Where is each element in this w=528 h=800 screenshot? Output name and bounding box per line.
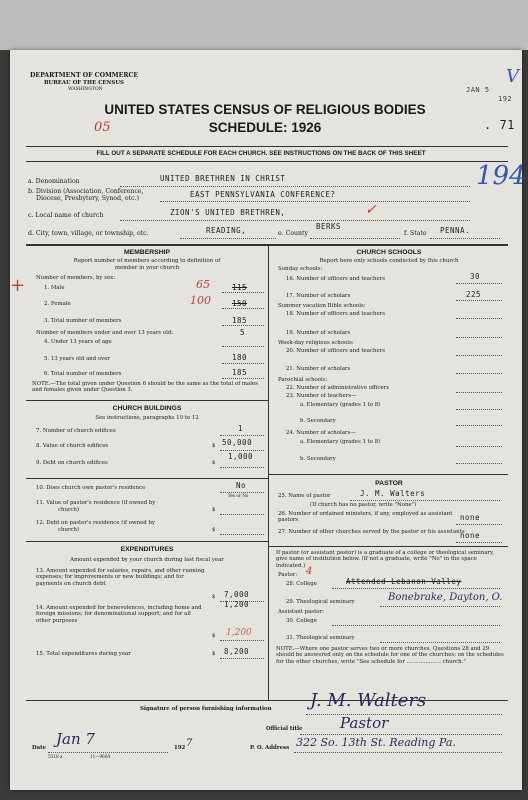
asst-college-line xyxy=(332,625,500,626)
dept-label: DEPARTMENT OF COMMERCE xyxy=(30,72,139,79)
male-hand-value: 65 xyxy=(196,278,210,291)
scholars-elementary-label: a. Elementary (grades 1 to 8) xyxy=(300,439,381,445)
edifice-value-line xyxy=(220,450,264,451)
pastor-name-label: 25. Name of pastor xyxy=(278,493,331,499)
other-churches-label: 27. Number of other churches served by the pastor or his assistants xyxy=(278,529,465,535)
weekday-officers-line xyxy=(456,355,502,356)
benevolences-dollar: $ xyxy=(212,633,216,639)
stamp-date: JAN 5 xyxy=(466,86,490,94)
total-members-2-value: 185 xyxy=(232,368,248,377)
state-value: PENNA. xyxy=(440,226,471,235)
teachers-elementary-label: a. Elementary (grades 1 to 8) xyxy=(300,402,381,408)
date-line xyxy=(48,752,168,753)
city-value: READING, xyxy=(206,226,247,235)
college-label: 28. College xyxy=(286,581,317,587)
pastor-note: NOTE.—Where one pastor serves two or more churches, Questions 28 and 29 should be answered only on the schedule for one of the churches; on the schedules for the other churches, write "See schedule for .................... church." xyxy=(276,646,504,665)
membership-note: NOTE.—The total given under Question 6 should be the same as the total of males and females given under Question 3. xyxy=(32,381,258,394)
date-value: Jan 7 xyxy=(56,730,95,748)
pastor-sub-label: Pastor: xyxy=(278,572,298,578)
instruction-line: FILL OUT A SEPARATE SCHEDULE FOR EACH CHURCH. SEE INSTRUCTIONS ON THE BACK OF THIS SHEET xyxy=(96,150,426,157)
owns-residence-label: 10. Does church own pastor's residence xyxy=(36,485,146,491)
edifice-value-value: 50,000 xyxy=(222,438,253,447)
buildings-heading: CHURCH BUILDINGS xyxy=(112,405,182,412)
signature-line xyxy=(306,714,502,715)
asst-seminary-label: 31. Theological seminary xyxy=(286,635,355,641)
weekday-label: Week-day religious schools: xyxy=(278,340,354,346)
seminary-label: 29. Theological seminary xyxy=(286,599,355,605)
sunday-scholars-label: 17. Number of scholars xyxy=(286,293,351,299)
header-rule-top xyxy=(26,146,508,147)
code-05: 05 xyxy=(94,120,111,135)
edifices-value: 1 xyxy=(238,424,244,433)
edifice-debt-dollar: $ xyxy=(212,460,216,466)
total-members-value: 185 xyxy=(232,316,248,325)
seminary-line xyxy=(380,606,500,607)
other-churches-line xyxy=(456,542,502,543)
members-by-sex-label: Number of members, by sex: xyxy=(36,275,116,281)
signature-value: J. M. Walters xyxy=(310,690,427,711)
check-mark: ✓ xyxy=(365,202,377,218)
graduate-rule xyxy=(268,546,508,547)
assistant-ministers-value: none xyxy=(460,513,481,522)
expenditures-sub: Amount expended by your church during last fiscal year xyxy=(70,557,224,563)
city-label: d. City, town, village, or township, etc. xyxy=(28,230,149,237)
residence-debt-label: 12. Debt on pastor's residence (if owned by xyxy=(36,520,155,526)
county-line xyxy=(310,238,400,239)
male-label: 1. Male xyxy=(44,285,65,291)
total-members-line xyxy=(222,325,264,326)
asst-college-label: 30. College xyxy=(286,618,317,624)
scholars-secondary-line xyxy=(456,463,502,464)
female-value: 150 xyxy=(232,299,248,308)
city-label: WASHINGTON xyxy=(68,87,103,92)
over-13-value: 180 xyxy=(232,353,248,362)
red-plus-mark: + xyxy=(10,275,26,296)
male-line xyxy=(222,292,264,293)
pastor-hand-number: 4 xyxy=(306,566,313,577)
teachers-elementary-line xyxy=(456,409,502,410)
residence-debt-label-2: church) xyxy=(58,527,80,533)
division-line xyxy=(160,201,470,202)
sunday-officers-label: 16. Number of officers and teachers xyxy=(286,276,385,282)
scholars-secondary-label: b. Secondary xyxy=(300,456,336,462)
teachers-label: 23. Number of teachers— xyxy=(286,393,357,399)
year-prefix: 192 xyxy=(174,745,186,751)
city-line xyxy=(180,238,276,239)
schedule-title: SCHEDULE: 1926 xyxy=(208,120,322,135)
summer-officers-label: 18. Number of officers and teachers xyxy=(286,311,385,317)
pastor-name-line xyxy=(350,500,500,501)
asst-seminary-line xyxy=(380,642,500,643)
graduate-note: If pastor (or assistant pastor) is a graduate of a college or theological seminary, give name of institution below. (If not a graduate, write "No" in the space indicated.) xyxy=(276,550,495,569)
form-number-2: 11—9664 xyxy=(90,754,111,759)
seminary-value: Bonebrake, Dayton, O. xyxy=(388,592,503,603)
total-expenditures-label: 15. Total expenditures during year xyxy=(36,651,131,657)
po-address-line xyxy=(294,752,502,753)
bureau-label: BUREAU OF THE CENSUS xyxy=(44,80,124,86)
assistant-ministers-line xyxy=(456,524,502,525)
scholars-elementary-line xyxy=(456,446,502,447)
expenditures-rule xyxy=(26,541,268,542)
teachers-secondary-label: b. Secondary xyxy=(300,418,336,424)
edifices-line xyxy=(220,435,264,436)
scholars-label: 24. Number of scholars— xyxy=(286,430,356,436)
teachers-secondary-line xyxy=(456,425,502,426)
admin-officers-label: 22. Number of administrative officers xyxy=(286,385,390,391)
expenditures-heading: EXPENDITURES xyxy=(120,546,174,553)
corner-mark: V xyxy=(506,66,519,87)
official-title-value: Pastor xyxy=(340,714,389,732)
sunday-label: Sunday schools: xyxy=(278,266,323,272)
residence-value-line xyxy=(220,514,264,515)
benevolences-line xyxy=(220,640,264,641)
official-title-line xyxy=(300,734,502,735)
other-churches-value: none xyxy=(460,531,481,540)
college-line xyxy=(332,588,500,589)
female-line xyxy=(222,308,264,309)
local-name-value: ZION'S UNITED BRETHREN, xyxy=(170,208,286,217)
sunday-officers-line xyxy=(456,283,502,284)
summer-scholars-line xyxy=(456,337,502,338)
scan-background xyxy=(0,0,528,50)
denomination-label: a. Denomination xyxy=(28,178,80,185)
stamp-year: 192 xyxy=(498,95,513,103)
footer-rule xyxy=(26,700,508,701)
form-title: UNITED STATES CENSUS OF RELIGIOUS BODIES xyxy=(104,102,426,117)
residence-debt-dollar: $ xyxy=(212,527,216,533)
over-13-line xyxy=(222,363,264,364)
membership-sub2: member in your church xyxy=(114,265,180,271)
county-value: BERKS xyxy=(316,222,342,231)
total-expenditures-line xyxy=(220,658,264,659)
residence-value-label: 11. Value of pastor's residence (if owned by xyxy=(36,500,156,506)
college-value: Attended Lebanon Valley xyxy=(346,577,462,586)
membership-sub1: Report number of members according to definition of xyxy=(73,258,221,264)
county-label: e. County xyxy=(278,230,309,237)
assistant-ministers-label: 26. Number of ordained ministers, if any, employed as assistant pastors xyxy=(278,511,453,524)
weekday-scholars-line xyxy=(456,373,502,374)
summer-officers-line xyxy=(456,318,502,319)
membership-heading: MEMBERSHIP xyxy=(123,249,171,256)
parochial-label: Parochial schools: xyxy=(278,377,328,383)
column-divider xyxy=(268,244,269,700)
residence-debt-line xyxy=(220,534,264,535)
division-value: EAST PENNSYLVANIA CONFERENCE? xyxy=(190,190,336,199)
total-expenditures-dollar: $ xyxy=(212,651,216,657)
benevolences-label: 14. Amount expended for benevolences, including home and foreign missions; for denominational support; and for all other purposes xyxy=(36,605,202,624)
total-expenditures-value: 8,200 xyxy=(224,647,250,656)
state-label: f. State xyxy=(404,230,427,237)
year-value: 7 xyxy=(186,738,193,749)
edifice-debt-line xyxy=(220,467,264,468)
denomination-line xyxy=(120,186,470,187)
po-address-label: P. O. Address xyxy=(250,745,290,751)
age-intro-value: 5 xyxy=(240,328,246,337)
benevolences-value: 1,200 xyxy=(224,600,250,609)
pastor-rule xyxy=(268,474,508,475)
denomination-value: UNITED BRETHREN IN CHRIST xyxy=(160,174,286,183)
owns-residence-value: No xyxy=(236,481,247,490)
census-schedule-form xyxy=(10,50,526,790)
edifice-debt-value: 1,000 xyxy=(228,452,254,461)
local-name-line xyxy=(120,220,470,221)
edifice-value-label: 8. Value of church edifices xyxy=(36,443,109,449)
sunday-scholars-value: 225 xyxy=(466,290,482,299)
residence-value-label-2: church) xyxy=(58,507,80,513)
weekday-scholars-label: 21. Number of scholars xyxy=(286,366,351,372)
male-value: 115 xyxy=(232,283,248,292)
pastor-name-value: J. M. Walters xyxy=(360,489,426,498)
code-194: 194 xyxy=(476,161,526,191)
total-members-2-label: 6. Total number of members xyxy=(44,371,122,377)
buildings-rule xyxy=(26,400,268,401)
under-13-label: 4. Under 13 years of age xyxy=(44,339,112,345)
schools-heading: CHURCH SCHOOLS xyxy=(356,249,422,256)
running-expenses-dollar: $ xyxy=(212,594,216,600)
sunday-officers-value: 30 xyxy=(470,272,481,281)
total-members-2-line xyxy=(222,378,264,379)
buildings-sub: See instructions, paragraphs 10 to 12 xyxy=(95,415,199,421)
summer-label: Summer vacation Bible schools: xyxy=(278,303,366,309)
total-members-label: 3. Total number of members xyxy=(44,318,122,324)
section-rule xyxy=(26,244,508,246)
schools-sub: Report here only schools conducted by this church xyxy=(319,258,459,264)
benevolences-hand-value: 1,200 xyxy=(226,628,252,638)
official-title-label: Official title xyxy=(266,726,303,732)
weekday-officers-label: 20. Number of officers and teachers xyxy=(286,348,385,354)
age-intro-label: Number of members under and over 13 years old: xyxy=(36,330,174,336)
edifice-debt-label: 9. Debt on church edifices xyxy=(36,460,108,466)
form-number: 5318 a xyxy=(48,754,63,759)
under-13-line xyxy=(222,346,264,347)
po-address-value: 322 So. 13th St. Reading Pa. xyxy=(296,736,456,749)
signature-label: Signature of person furnishing information xyxy=(140,706,272,712)
code-71: . 71 xyxy=(484,118,515,132)
pastor-name-hint: (If church has no pastor, write "None") xyxy=(310,502,417,508)
local-name-label: c. Local name of church xyxy=(28,212,104,219)
division-label-2: Diocese, Presbytery, Synod, etc.) xyxy=(36,195,140,202)
summer-scholars-label: 19. Number of scholars xyxy=(286,330,351,336)
running-expenses-label: 13. Amount expended for salaries, repairs, and other running expenses; for improvements or new buildings; and for payments on church debt xyxy=(36,568,205,587)
owns-residence-hint: Yes or No xyxy=(228,493,249,498)
date-label: Date xyxy=(32,745,47,751)
residence-value-dollar: $ xyxy=(212,507,216,513)
state-line xyxy=(430,238,500,239)
edifice-value-dollar: $ xyxy=(212,443,216,449)
division-label: b. Division (Association, Conference, xyxy=(28,188,144,195)
female-hand-value: 100 xyxy=(190,294,211,307)
female-label: 2. Female xyxy=(44,301,71,307)
assistant-pastor-label: Assistant pastor: xyxy=(278,609,324,615)
sunday-scholars-line xyxy=(456,300,502,301)
edifices-label: 7. Number of church edifices xyxy=(36,428,116,434)
running-expenses-value: 7,000 xyxy=(224,590,250,599)
pastor-heading: PASTOR xyxy=(375,480,403,487)
admin-officers-line xyxy=(456,392,502,393)
over-13-label: 5. 13 years old and over xyxy=(44,356,110,362)
residence-rule xyxy=(26,478,268,479)
header-rule-bottom xyxy=(26,161,508,162)
